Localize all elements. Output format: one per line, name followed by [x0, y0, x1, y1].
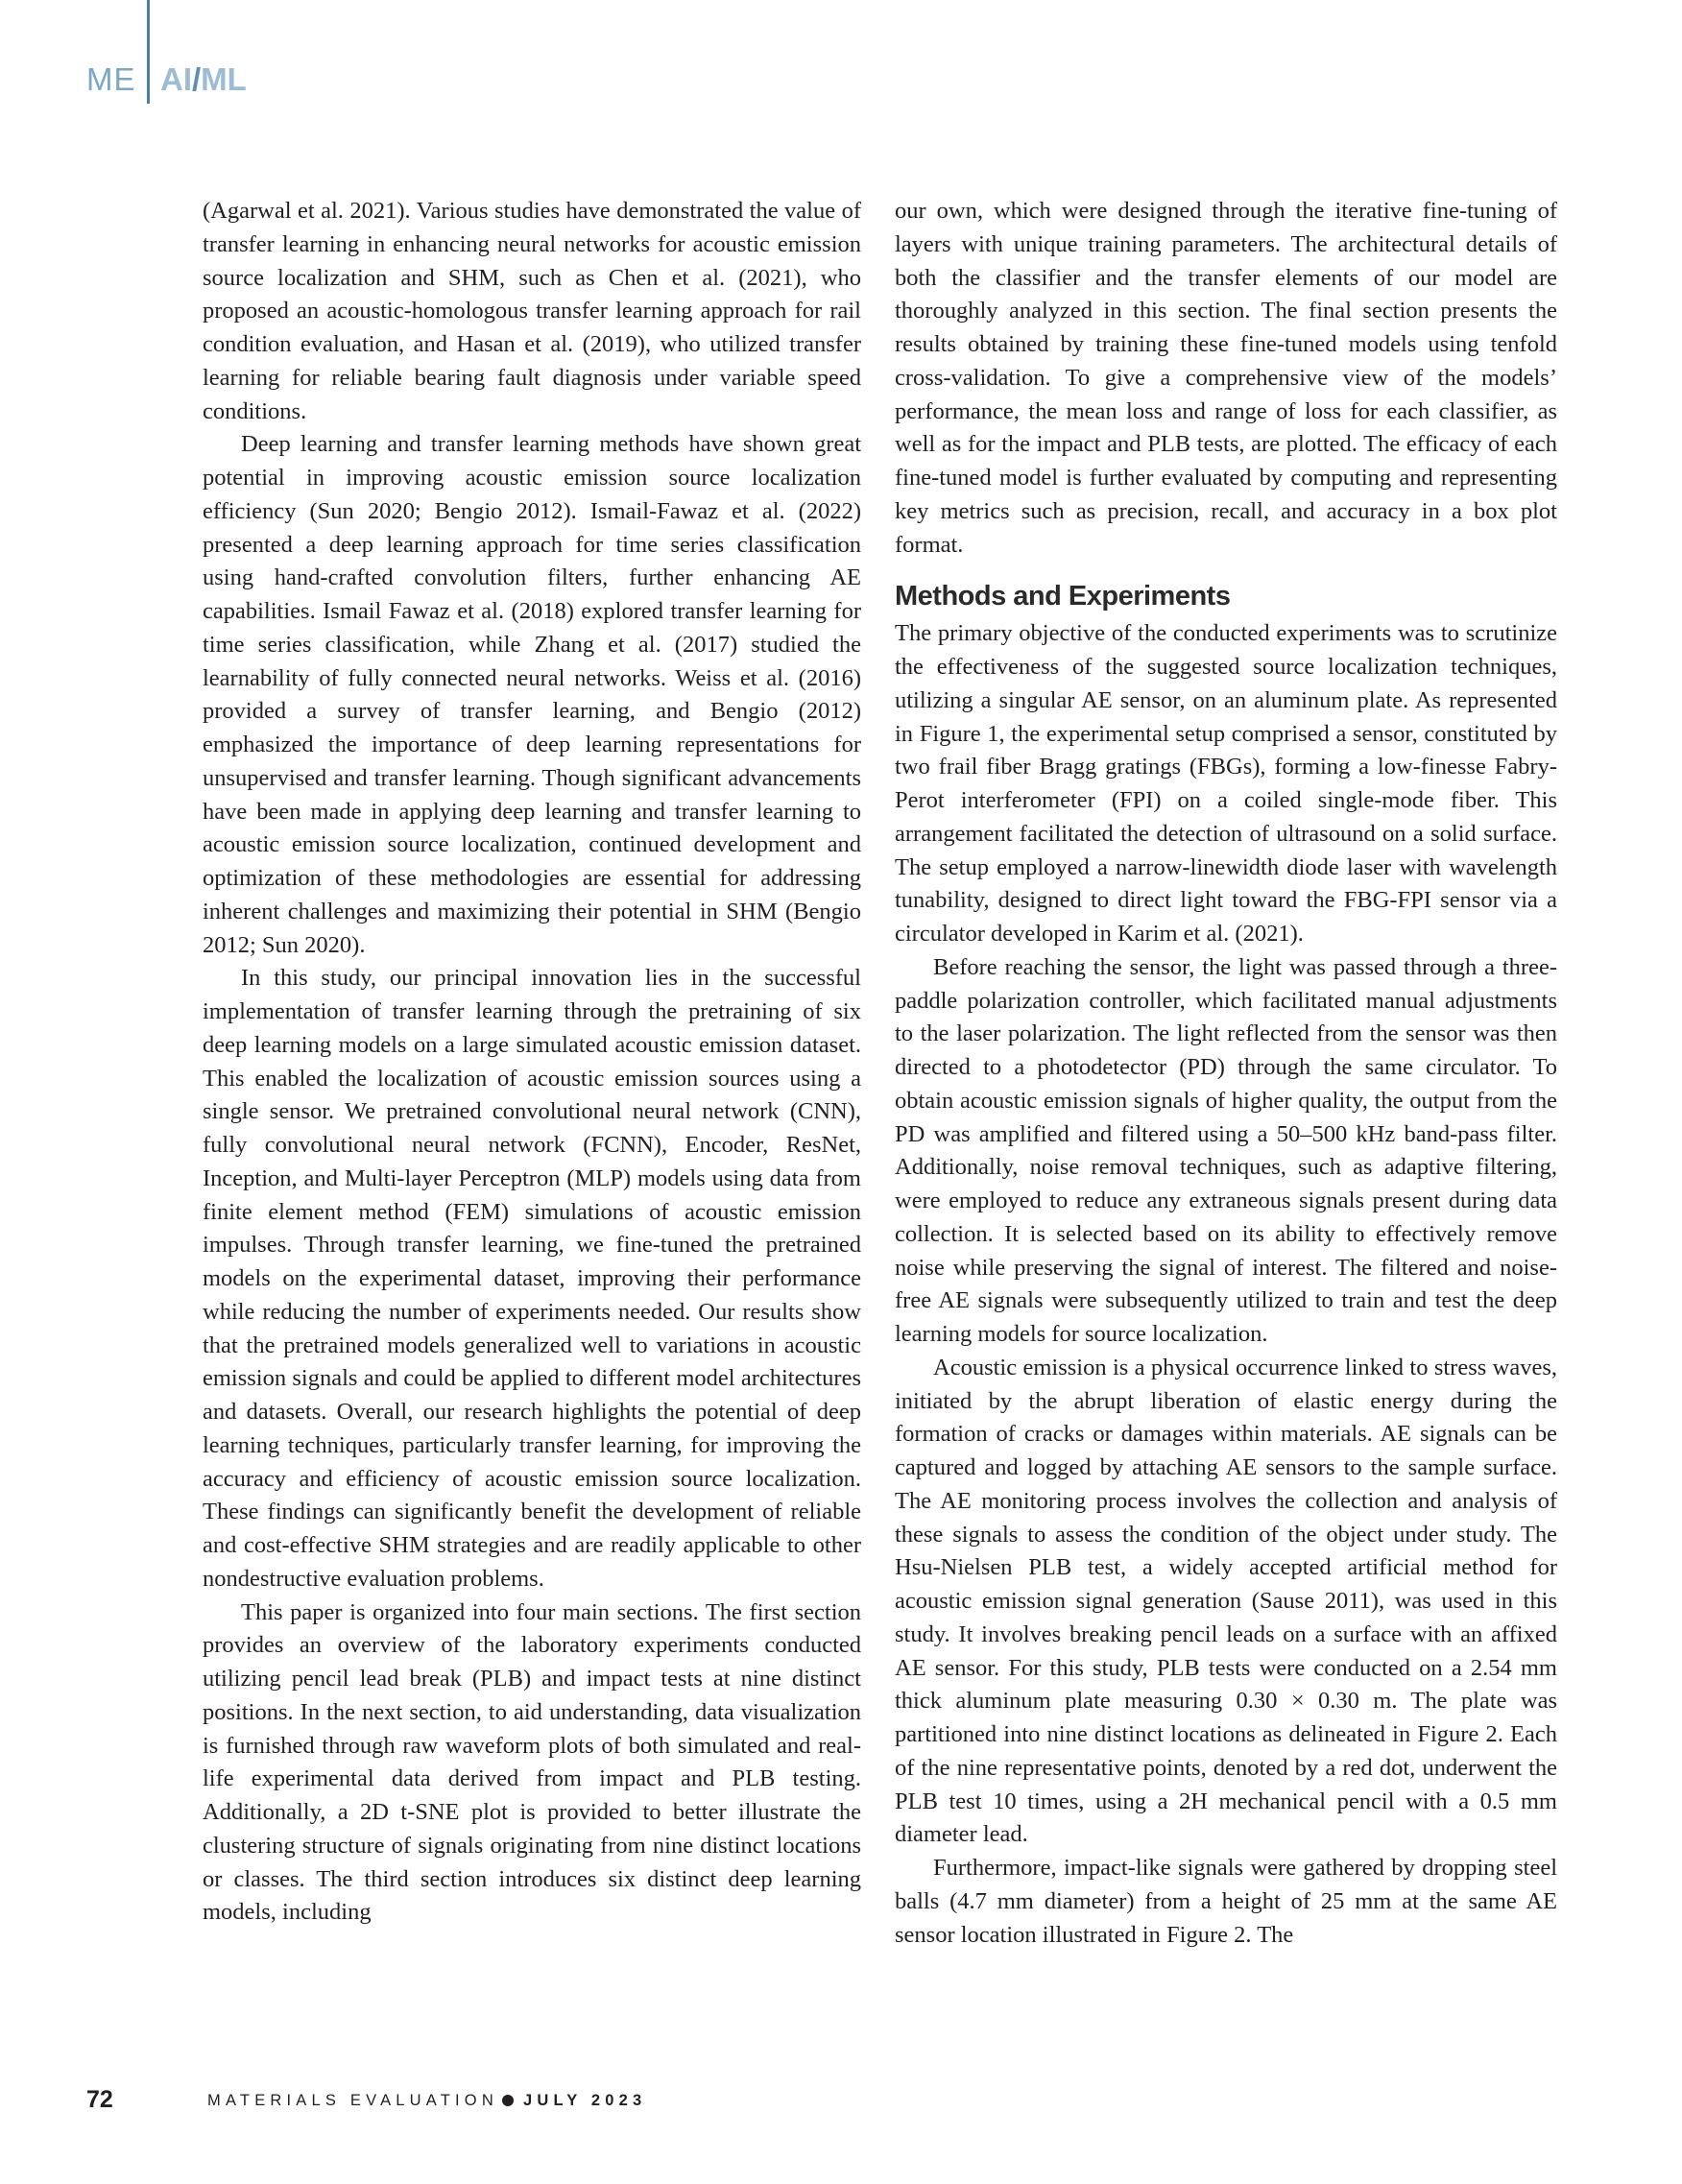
- journal-name: MATERIALS EVALUATION: [207, 2092, 498, 2109]
- section-heading: Methods and Experiments: [895, 581, 1231, 612]
- paragraph: The primary objective of the conducted experiments was to scrutinize the effectiveness of the suggested source localization techniques, utilizing a singular AE sensor, on an aluminum plate. As represented in Figure 1, the experimental setup comprised a sensor, constituted by two frail fiber Bragg gratings (FBGs), forming a low-finesse Fabry-Perot interferometer (FPI) on a coiled single-mode fiber. This arrangement facilitated the detection of ultrasound on a solid surface. The setup employed a narrow-linewidth diode laser with wavelength tunability, designed to direct light toward the FBG-FPI sensor via a circulator developed in Karim et al. (2021).: [895, 620, 1557, 947]
- bullet-separator-icon: [502, 2095, 514, 2106]
- section-label: ME: [86, 61, 136, 97]
- topic-label-left: AI: [160, 61, 192, 97]
- paragraph: In this study, our principal innovation lies in the successful implementation of transfer learning through the pretraining of six deep learning models on a large simulated acoustic emission dataset. This enabled the localization of acoustic emission sources using a single sensor. We pretrained convolutional neural network (CNN), fully convolutional neural network (FCNN), Encoder, ResNet, Inception, and Multi-layer Perceptron (MLP) models using data from finite element method (FEM) simulations of acoustic emission impulses. Through transfer learning, we fine-tuned the pretrained models on the experimental dataset, improving their performance while reducing the number of experiments needed. Our results show that the pretrained models generalized well to variations in acoustic emission signals and could be applied to different model architectures and datasets. Overall, our research highlights the potential of deep learning techniques, particularly transfer learning, for improving the accuracy and efficiency of acoustic emission source localization. These findings can significantly benefit the development of reliable and cost-effective SHM strategies and are readily applicable to other nondestructive evaluation problems.: [203, 965, 861, 1592]
- paragraph: Before reaching the sensor, the light was passed through a three-paddle polarization controller, which facilitated manual adjustments to the laser polarization. The light reflected from the sensor was then directed to a photodetector (PD) through the same circulator. To obtain acoustic emission signals of higher quality, the output from the PD was amplified and filtered using a 50–500 kHz band-pass filter. Additionally, noise removal techniques, such as adaptive filtering, were employed to reduce any extraneous signals present during data collection. It is selected based on its ability to effectively remove noise while preserving the signal of interest. The filtered and noise-free AE signals were subsequently utilized to train and test the deep learning models for source localization.: [895, 953, 1557, 1347]
- left-column: [203, 195, 861, 1930]
- running-footer: [207, 2092, 646, 2110]
- paragraph: Furthermore, impact-like signals were gathered by dropping steel balls (4.7 mm diameter) from a height of 25 mm at the same AE sensor location illustrated in Figure 2. The: [895, 1855, 1557, 1948]
- header-divider: [147, 0, 150, 104]
- right-column: [895, 195, 1557, 1952]
- page-number: 72: [86, 2086, 113, 2113]
- topic-label-right: ML: [201, 61, 247, 97]
- topic-label-slash: /: [192, 61, 202, 97]
- paragraph: This paper is organized into four main sections. The first section provides an overview of the laboratory experiments conducted utilizing pencil lead break (PLB) and impact tests at nine distinct positions. In the next section, to aid understanding, data visualization is furnished through raw waveform plots of both simulated and real-life experimental data derived from impact and PLB testing. Additionally, a 2D t-SNE plot is provided to better illustrate the clustering structure of signals originating from nine distinct locations or classes. The third section introduces six distinct deep learning models, including: [203, 1598, 861, 1926]
- paragraph: (Agarwal et al. 2021). Various studies have demonstrated the value of transfer learning in enhancing neural networks for acoustic emission source localization and SHM, such as Chen et al. (2021), who proposed an acoustic-homologous transfer learning approach for rail condition evaluation, and Hasan et al. (2019), who utilized transfer learning for reliable bearing fault diagnosis under variable speed conditions.: [203, 198, 861, 424]
- paragraph: Acoustic emission is a physical occurrence linked to stress waves, initiated by the abrupt liberation of elastic energy during the formation of cracks or damages within materials. AE signals can be captured and logged by attaching AE sensors to the sample surface. The AE monitoring process involves the collection and analysis of these signals to assess the condition of the object under study. The Hsu-Nielsen PLB test, a widely accepted artificial method for acoustic emission signal generation (Sause 2011), was used in this study. It involves breaking pencil leads on a surface with an affixed AE sensor. For this study, PLB tests were conducted on a 2.54 mm thick aluminum plate measuring 0.30 × 0.30 m. The plate was partitioned into nine distinct locations as delineated in Figure 2. Each of the nine representative points, denoted by a red dot, underwent the PLB test 10 times, using a 2H mechanical pencil with a 0.5 mm diameter lead.: [895, 1354, 1557, 1848]
- topic-label: [160, 63, 247, 95]
- paragraph: Deep learning and transfer learning methods have shown great potential in improving acoustic emission source localization efficiency (Sun 2020; Bengio 2012). Ismail-Fawaz et al. (2022) presented a deep learning approach for time series classification using hand-crafted convolution filters, further enhancing AE capabilities. Ismail Fawaz et al. (2018) explored transfer learning for time series classification, while Zhang et al. (2017) studied the learnability of fully connected neural networks. Weiss et al. (2016) provided a survey of transfer learning, and Bengio (2012) emphasized the importance of deep learning representations for unsupervised and transfer learning. Though significant advancements have been made in applying deep learning and transfer learning to acoustic emission source localization, continued development and optimization of these methodologies are essential for addressing inherent challenges and maximizing their potential in SHM (Bengio 2012; Sun 2020).: [203, 431, 861, 958]
- paragraph: our own, which were designed through the iterative fine-tuning of layers with unique training parameters. The architectural details of both the classifier and the transfer elements of our model are thoroughly analyzed in this section. The final section presents the results obtained by training these fine-tuned models using tenfold cross-validation. To give a comprehensive view of the models’ performance, the mean loss and range of loss for each classifier, as well as for the impact and PLB tests, are plotted. The efficacy of each fine-tuned model is further evaluated by computing and representing key metrics such as precision, recall, and accuracy in a box plot format.: [895, 198, 1557, 558]
- issue-date: JULY 2023: [522, 2092, 647, 2109]
